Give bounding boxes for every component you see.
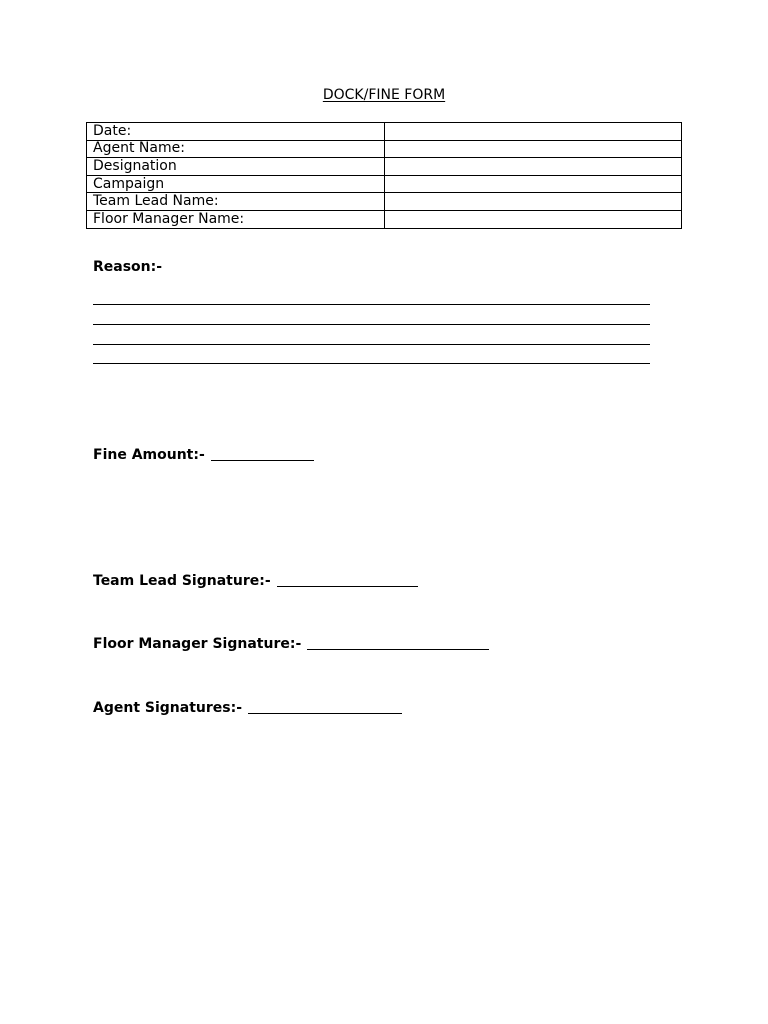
reason-line-2[interactable] <box>93 324 650 325</box>
reason-line-4[interactable] <box>93 363 650 364</box>
fine-amount-label: Fine Amount:- <box>93 447 205 463</box>
table-row-date <box>87 123 682 141</box>
team-lead-name-label: Team Lead Name: <box>87 193 385 211</box>
table-row-designation <box>87 158 682 176</box>
reason-label: Reason:- <box>93 259 163 275</box>
team-lead-signature-blank[interactable] <box>277 572 418 587</box>
date-label: Date: <box>87 123 385 141</box>
table-row-floor-manager-name <box>87 210 682 228</box>
reason-line-1[interactable] <box>93 304 650 305</box>
team-lead-signature-row <box>93 570 418 589</box>
table-row-campaign <box>87 175 682 193</box>
table-row-team-lead-name <box>87 193 682 211</box>
designation-label: Designation <box>87 158 385 176</box>
agent-name-field[interactable] <box>385 140 682 158</box>
agent-signature-row <box>93 697 402 716</box>
floor-manager-signature-label: Floor Manager Signature:- <box>93 636 302 652</box>
fine-amount-row <box>93 444 314 463</box>
fine-amount-blank[interactable] <box>211 446 314 461</box>
designation-field[interactable] <box>385 158 682 176</box>
floor-manager-signature-row <box>93 633 489 652</box>
floor-manager-name-field[interactable] <box>385 210 682 228</box>
floor-manager-signature-blank[interactable] <box>307 635 489 650</box>
agent-info-table <box>86 122 682 229</box>
team-lead-signature-label: Team Lead Signature:- <box>93 573 271 589</box>
campaign-field[interactable] <box>385 175 682 193</box>
agent-signature-label: Agent Signatures:- <box>93 700 243 716</box>
campaign-label: Campaign <box>87 175 385 193</box>
floor-manager-name-label: Floor Manager Name: <box>87 210 385 228</box>
team-lead-name-field[interactable] <box>385 193 682 211</box>
date-field[interactable] <box>385 123 682 141</box>
agent-name-label: Agent Name: <box>87 140 385 158</box>
reason-line-3[interactable] <box>93 344 650 345</box>
form-title: DOCK/FINE FORM <box>322 87 446 103</box>
table-row-agent-name <box>87 140 682 158</box>
agent-signature-blank[interactable] <box>248 699 402 714</box>
